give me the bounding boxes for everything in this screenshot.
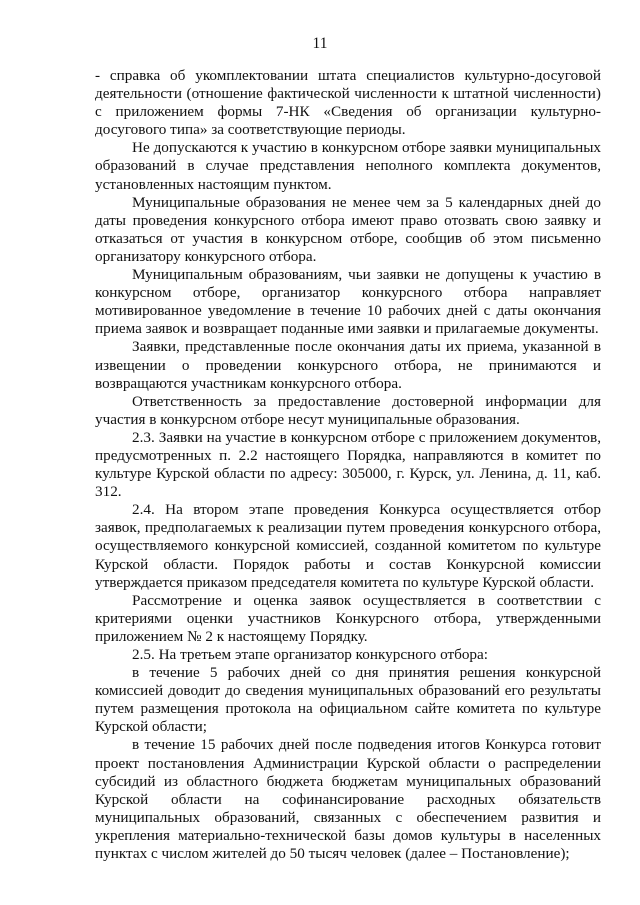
paragraph-2-4: 2.4. На втором этапе проведения Конкурса осуществляется отбор заявок, предполагаемых к реализации путем проведения конкурсного отбора, осуществляемого конкурсной комиссией, созданной комитетом по культуре Курской области. Порядок работы и состав Конкурсной комиссии утверждается приказом председателя комитета по культуре Курской области. [95,501,601,591]
document-body [95,67,601,863]
paragraph-late-applications: Заявки, представленные после окончания даты их приема, указанной в извещении о проведении конкурсного отбора, не принимаются и возвращаются участникам конкурсного отбора. [95,338,601,392]
page-number: 11 [312,35,328,52]
paragraph-rejection-notice: Муниципальным образованиям, чьи заявки не допущены к участию в конкурсном отборе, организатор конкурсного отбора направляет мотивированное уведомление в течение 10 рабочих дней с даты окончания приема заявок и возвращает поданные ими заявки и прилагаемые документы. [95,266,601,338]
paragraph-draft-resolution: в течение 15 рабочих дней после подведения итогов Конкурса готовит проект постановления Администрации Курской области о распределении субсидий из областного бюджета бюджетам муниципальных образований Курской области на софинансирование расходных обязательств муниципальных образований, связанных с обеспечением развития и укрепления материально-технической базы домов культуры в населенных пунктах с числом жителей до 50 тысяч человек (далее – Постановление); [95,736,601,863]
paragraph-2-5: 2.5. На третьем этапе организатор конкурсного отбора: [132,646,488,663]
paragraph-staffing-certificate: - справка об укомплектовании штата специалистов культурно-досуговой деятельности (отношение фактической численности к штатной численности) с приложением формы 7-НК «Сведения об организации культурно-досугового типа» за соответствующие периоды. [95,67,601,139]
paragraph-responsibility: Ответственность за предоставление достоверной информации для участия в конкурсном отборе несут муниципальные образования. [95,392,601,428]
paragraph-2-3: 2.3. Заявки на участие в конкурсном отборе с приложением документов, предусмотренных п. 2.2 настоящего Порядка, направляются в комитет по культуре Курской области по адресу: 305000, г. Курск, ул. Ленина, д. 11, каб. 312. [95,428,601,501]
paragraph-evaluation-criteria: Рассмотрение и оценка заявок осуществляется в соответствии с критериями оценки участников Конкурсного отбора, утвержденными приложением № 2 к настоящему Порядку. [95,591,601,645]
paragraph-results-publication: в течение 5 рабочих дней со дня принятия решения конкурсной комиссией доводит до сведения муниципальных образований его результаты путем размещения протокола на официальном сайте комитета по культуре Курской области; [95,664,601,736]
paragraph-withdraw-application: Муниципальные образования не менее чем за 5 календарных дней до даты проведения конкурсного отбора имеют право отозвать свою заявку и отказаться от участия в конкурсном отборе, сообщив об этом письменно организатору конкурсного отбора. [95,193,601,265]
paragraph-incomplete-docs: Не допускаются к участию в конкурсном отборе заявки муниципальных образований в случае представления неполного комплекта документов, установленных настоящим пунктом. [95,139,601,193]
